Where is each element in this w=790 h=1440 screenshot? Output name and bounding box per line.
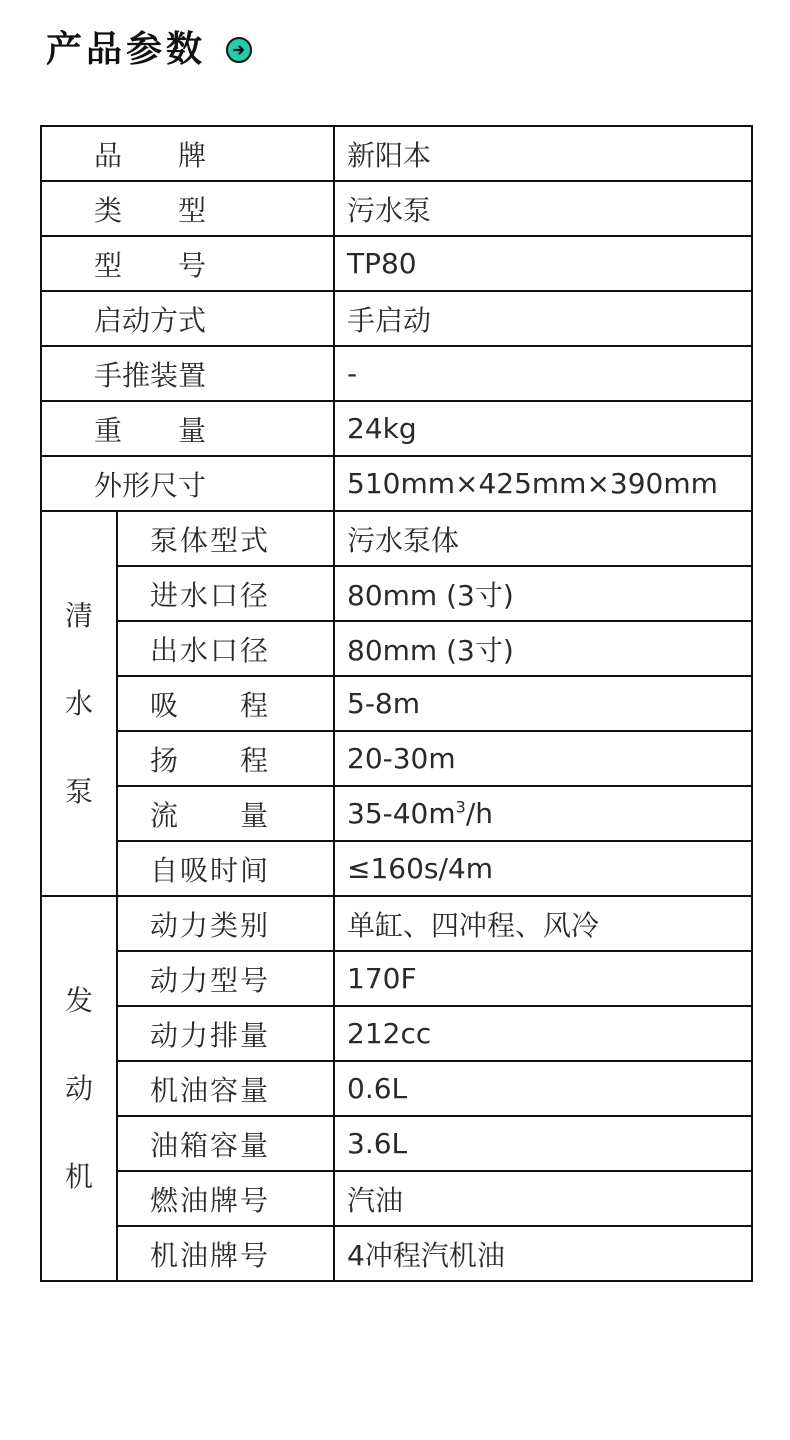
table-row <box>41 621 752 676</box>
param-label-brand: 品 牌 <box>41 126 334 181</box>
page-header <box>46 26 252 74</box>
param-value-weight: 24kg <box>334 401 752 456</box>
table-row <box>41 401 752 456</box>
table-row <box>41 346 752 401</box>
page-title: 产品参数 <box>46 29 207 70</box>
param-label-oil-capacity: 机油容量 <box>117 1061 334 1116</box>
arrow-glyph-icon <box>231 42 247 58</box>
group-label-pump: 清 水 泵 <box>41 511 117 896</box>
params-table <box>40 125 753 1282</box>
param-label-start: 启动方式 <box>41 291 334 346</box>
param-label-fuel-grade: 燃油牌号 <box>117 1171 334 1226</box>
param-value-model: TP80 <box>334 236 752 291</box>
table-row <box>41 676 752 731</box>
table-row <box>41 181 752 236</box>
param-value-oil-capacity: 0.6L <box>334 1061 752 1116</box>
param-label-power-model: 动力型号 <box>117 951 334 1006</box>
param-value-flow: $35-40m^3/h$ <box>334 786 752 841</box>
table-row <box>41 1171 752 1226</box>
table-row <box>41 786 752 841</box>
param-value-pump-body: 污水泵体 <box>334 511 752 566</box>
param-label-displacement: 动力排量 <box>117 1006 334 1061</box>
param-value-suction: 5-8m <box>334 676 752 731</box>
param-label-cart: 手推装置 <box>41 346 334 401</box>
table-row <box>41 951 752 1006</box>
table-row <box>41 1226 752 1281</box>
param-label-pump-body: 泵体型式 <box>117 511 334 566</box>
table-row <box>41 511 752 566</box>
param-value-priming: ≤160s/4m <box>334 841 752 896</box>
table-row <box>41 731 752 786</box>
param-value-fuel-grade: 汽油 <box>334 1171 752 1226</box>
table-row <box>41 456 752 511</box>
table-row <box>41 566 752 621</box>
table-row <box>41 1061 752 1116</box>
param-label-tank-capacity: 油箱容量 <box>117 1116 334 1171</box>
arrow-right-circle-icon[interactable] <box>226 37 252 63</box>
table-row <box>41 236 752 291</box>
param-value-inlet: 80mm (3寸) <box>334 566 752 621</box>
param-label-suction: 吸 程 <box>117 676 334 731</box>
param-value-brand: 新阳本 <box>334 126 752 181</box>
param-label-weight: 重 量 <box>41 401 334 456</box>
param-label-dimensions: 外形尺寸 <box>41 456 334 511</box>
param-value-head: 20-30m <box>334 731 752 786</box>
param-value-displacement: 212cc <box>334 1006 752 1061</box>
param-label-type: 类 型 <box>41 181 334 236</box>
table-row <box>41 1116 752 1171</box>
param-label-head: 扬 程 <box>117 731 334 786</box>
param-label-power-type: 动力类别 <box>117 896 334 951</box>
table-row <box>41 841 752 896</box>
param-value-power-type: 单缸、四冲程、风冷 <box>334 896 752 951</box>
param-label-inlet: 进水口径 <box>117 566 334 621</box>
param-value-dimensions: 510mm×425mm×390mm <box>334 456 752 511</box>
param-value-start: 手启动 <box>334 291 752 346</box>
param-label-oil-grade: 机油牌号 <box>117 1226 334 1281</box>
param-value-outlet: 80mm (3寸) <box>334 621 752 676</box>
param-value-tank-capacity: 3.6L <box>334 1116 752 1171</box>
param-label-flow: 流 量 <box>117 786 334 841</box>
table-row <box>41 126 752 181</box>
param-value-cart: - <box>334 346 752 401</box>
table-row <box>41 291 752 346</box>
group-label-engine: 发 动 机 <box>41 896 117 1281</box>
param-value-power-model: 170F <box>334 951 752 1006</box>
param-value-type: 污水泵 <box>334 181 752 236</box>
param-label-outlet: 出水口径 <box>117 621 334 676</box>
table-row <box>41 896 752 951</box>
param-label-model: 型 号 <box>41 236 334 291</box>
param-label-priming: 自吸时间 <box>117 841 334 896</box>
param-value-oil-grade: 4冲程汽机油 <box>334 1226 752 1281</box>
table-row <box>41 1006 752 1061</box>
